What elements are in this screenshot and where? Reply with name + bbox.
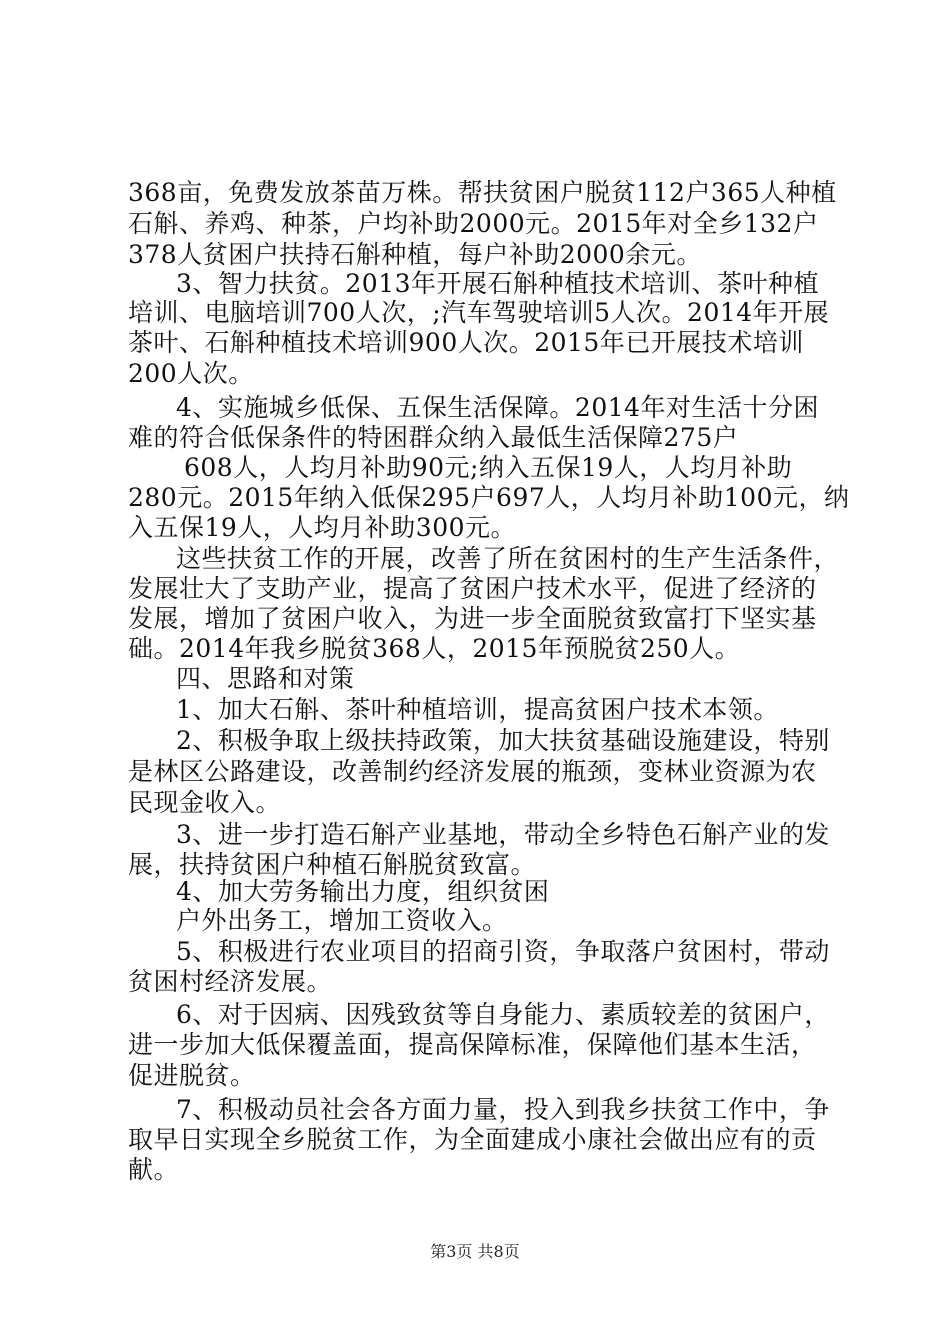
text-line: 4、加大劳务输出力度，组织贫困 [176, 877, 550, 906]
text-line: 608人，人均月补助90元;纳入五保19人，人均月补助 [184, 453, 793, 482]
text-line: 5、积极进行农业项目的招商引资，争取落户贫困村，带动 [176, 937, 830, 966]
text-line: 贫困村经济发展。 [128, 967, 333, 996]
text-line: 是林区公路建设，改善制约经济发展的瓶颈，变林业资源为农 [128, 757, 817, 786]
text-line: 378人贫困户扶持石斛种植，每户补助2000余元。 [128, 240, 702, 269]
text-line: 4、实施城乡低保、五保生活保障。2014年对生活十分困 [176, 393, 820, 422]
text-line: 促进脱贫。 [128, 1061, 256, 1090]
text-line: 6、对于因病、因残致贫等自身能力、素质较差的贫困户， [176, 1000, 830, 1029]
text-line: 取早日实现全乡脱贫工作，为全面建成小康社会做出应有的贡 [128, 1125, 817, 1154]
text-line: 3、智力扶贫。2013年开展石斛种植技术培训、茶叶种植 [176, 269, 820, 298]
text-line: 户外出务工，增加工资收入。 [176, 906, 508, 935]
text-line: 民现金收入。 [128, 788, 282, 817]
text-line: 3、进一步打造石斛产业基地，带动全乡特色石斛产业的发 [176, 820, 830, 849]
text-line: 这些扶贫工作的开展，改善了所在贫困村的生产生活条件， [176, 544, 840, 573]
text-line: 培训、电脑培训700人次，;汽车驾驶培训5人次。2014年开展 [128, 298, 830, 327]
text-line: 石斛、养鸡、种茶，户均补助2000元。2015年对全乡132户 [128, 209, 819, 238]
text-line: 发展壮大了支助产业，提高了贫困户技术水平，促进了经济的 [128, 574, 817, 603]
text-line: 7、积极动员社会各方面力量，投入到我乡扶贫工作中，争 [176, 1095, 830, 1124]
text-line: 础。2014年我乡脱贫368人，2015年预脱贫250人。 [128, 634, 741, 663]
text-line: 2、积极争取上级扶持政策，加大扶贫基础设施建设，特别 [176, 726, 830, 755]
text-line: 难的符合低保条件的特困群众纳入最低生活保障275户 [128, 423, 739, 452]
text-line: 献。 [128, 1155, 180, 1184]
page-footer: 第3页 共8页 [430, 1242, 520, 1261]
text-line: 进一步加大低保覆盖面，提高保障标准，保障他们基本生活， [128, 1030, 817, 1059]
text-line: 1、加大石斛、茶叶种植培训，提高贫困户技术本领。 [176, 695, 779, 724]
section-heading: 四、思路和对策 [176, 664, 355, 693]
text-line: 展，扶持贫困户种植石斛脱贫致富。 [128, 850, 537, 879]
text-line: 茶叶、石斛种植技术培训900人次。2015年已开展技术培训 [128, 328, 804, 357]
text-line: 入五保19人，人均月补助300元。 [128, 513, 517, 542]
text-line: 200人次。 [128, 359, 254, 388]
text-line: 280元。2015年纳入低保295户697人，人均月补助100元，纳 [128, 483, 850, 512]
text-line: 发展，增加了贫困户收入，为进一步全面脱贫致富打下坚实基 [128, 604, 817, 633]
text-line: 368亩，免费发放茶苗万株。帮扶贫困户脱贫112户365人种植 [128, 178, 837, 207]
